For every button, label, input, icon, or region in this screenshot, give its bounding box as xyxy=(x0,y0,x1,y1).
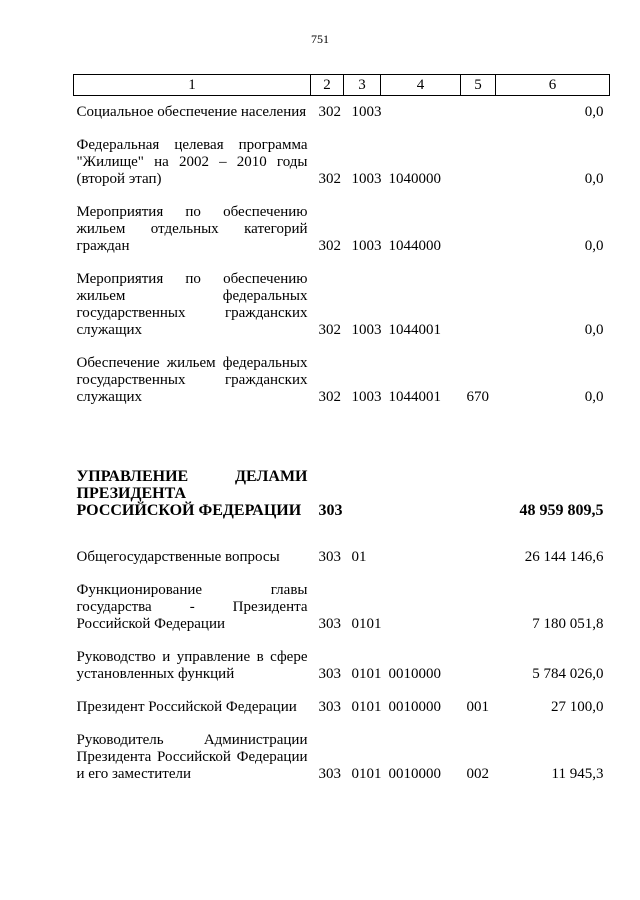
row-col-2: 302 xyxy=(318,389,341,405)
row-col-5 xyxy=(461,137,496,188)
row-col-2: 303 xyxy=(318,699,341,715)
table-row xyxy=(74,549,610,566)
row-name: Социальное обеспечение населения xyxy=(76,104,307,120)
row-col-5 xyxy=(461,104,496,121)
row-name: Руководство и управление в сфере установленных функций xyxy=(76,649,308,682)
row-amount: 27 100,0 xyxy=(551,699,604,715)
row-col-3: 0101 xyxy=(351,699,382,715)
row-col-3: 0101 xyxy=(351,766,382,782)
row-col-5: 670 xyxy=(466,389,489,405)
table-row xyxy=(74,355,610,406)
header-col-6: 6 xyxy=(496,75,610,96)
table-row xyxy=(74,732,610,783)
row-name: Федеральная целевая программа "Жилище" на 2002 – 2010 годы (второй этап) xyxy=(76,137,308,187)
row-col-4 xyxy=(381,468,461,519)
row-col-4: 1044000 xyxy=(388,238,441,254)
row-col-5: 002 xyxy=(466,766,489,782)
header-row xyxy=(74,75,610,96)
table-row xyxy=(74,271,610,339)
row-amount: 26 144 146,6 xyxy=(524,549,604,565)
row-name: Президент Российской Федерации xyxy=(76,699,297,715)
row-col-4 xyxy=(381,549,461,566)
row-amount: 0,0 xyxy=(584,238,604,254)
table-row xyxy=(74,582,610,633)
row-col-5 xyxy=(461,468,496,519)
row-col-3 xyxy=(344,468,381,519)
header-col-1: 1 xyxy=(74,75,311,96)
row-name: Общегосударственные вопросы xyxy=(76,549,280,565)
row-amount: 5 784 026,0 xyxy=(532,666,604,682)
row-name: УПРАВЛЕНИЕ ДЕЛАМИ ПРЕЗИДЕНТА РОССИЙСКОЙ ФЕДЕРАЦИИ xyxy=(76,468,308,519)
row-amount: 0,0 xyxy=(584,104,604,120)
row-col-5: 001 xyxy=(466,699,489,715)
row-col-2: 302 xyxy=(318,104,341,120)
row-col-4: 1044001 xyxy=(388,389,441,405)
row-name: Мероприятия по обеспечению жильем федеральных государственных гражданских служащих xyxy=(76,271,308,338)
row-col-3: 1003 xyxy=(351,238,382,254)
table-row xyxy=(74,699,610,716)
row-col-2: 303 xyxy=(318,766,341,782)
table-row xyxy=(74,104,610,121)
row-col-4: 1040000 xyxy=(388,171,441,187)
row-col-4 xyxy=(381,582,461,633)
row-col-2: 303 xyxy=(318,616,341,632)
row-col-3: 1003 xyxy=(351,389,382,405)
row-amount: 0,0 xyxy=(584,171,604,187)
row-col-2: 303 xyxy=(318,666,341,682)
row-col-2: 302 xyxy=(318,238,341,254)
row-col-3: 0101 xyxy=(351,616,382,632)
row-col-3: 01 xyxy=(351,549,367,565)
row-name: Мероприятия по обеспечению жильем отдельных категорий граждан xyxy=(76,204,308,254)
row-col-5 xyxy=(461,271,496,339)
table-row xyxy=(74,204,610,255)
row-amount: 0,0 xyxy=(584,389,604,405)
row-col-4: 0010000 xyxy=(388,766,441,782)
budget-table xyxy=(73,74,610,783)
table-row xyxy=(74,649,610,683)
row-col-3: 0101 xyxy=(351,666,382,682)
page-number: 751 xyxy=(311,32,329,46)
row-amount: 7 180 051,8 xyxy=(532,616,604,632)
row-col-2: 302 xyxy=(318,322,341,338)
row-col-5 xyxy=(461,549,496,566)
row-col-5 xyxy=(461,649,496,683)
table-row-section-header xyxy=(74,468,610,519)
row-col-5 xyxy=(461,582,496,633)
row-col-4: 1044001 xyxy=(388,322,441,338)
row-name: Руководитель Администрации Президента Российской Федерации и его заместители xyxy=(76,732,308,782)
header-col-4: 4 xyxy=(381,75,461,96)
row-amount: 11 945,3 xyxy=(551,766,604,782)
row-col-3: 1003 xyxy=(351,322,382,338)
row-col-3: 1003 xyxy=(351,171,382,187)
row-col-3: 1003 xyxy=(351,104,382,120)
row-col-2: 302 xyxy=(318,171,341,187)
header-col-5: 5 xyxy=(461,75,496,96)
row-name: Функционирование главы государства - Президента Российской Федерации xyxy=(76,582,308,632)
row-col-2: 303 xyxy=(318,549,341,565)
row-col-4: 0010000 xyxy=(388,666,441,682)
row-amount: 48 959 809,5 xyxy=(519,502,604,519)
row-col-4 xyxy=(381,104,461,121)
row-col-4: 0010000 xyxy=(388,699,441,715)
header-col-3: 3 xyxy=(344,75,381,96)
row-amount: 0,0 xyxy=(584,322,604,338)
table-row xyxy=(74,137,610,188)
header-col-2: 2 xyxy=(311,75,344,96)
row-name: Обеспечение жильем федеральных государственных гражданских служащих xyxy=(76,355,308,405)
row-col-2: 303 xyxy=(318,502,343,519)
row-col-5 xyxy=(461,204,496,255)
